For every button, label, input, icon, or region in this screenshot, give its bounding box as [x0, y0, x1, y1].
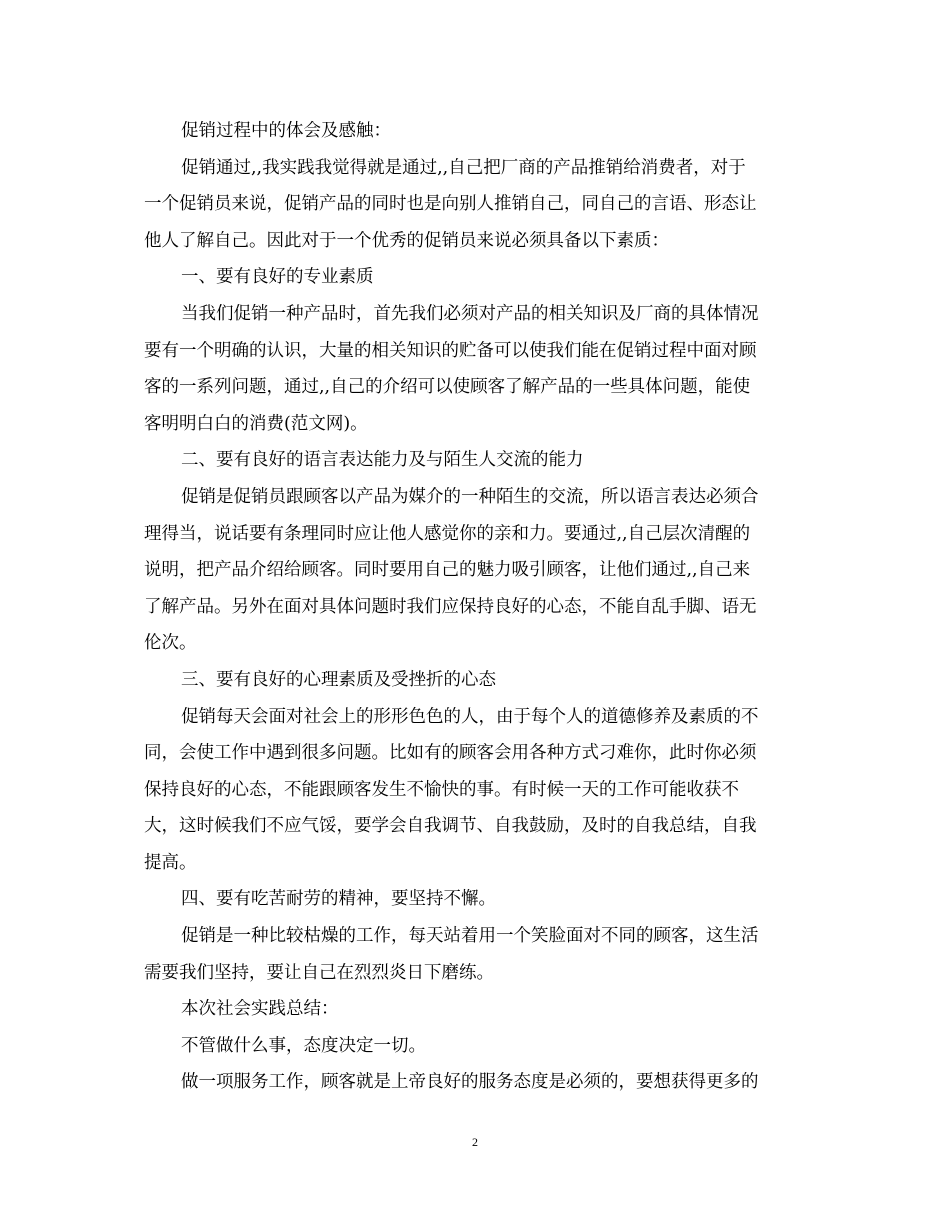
paragraph-line: 促销是一种比较枯燥的工作，每天站着用一个笑脸面对不同的顾客，这生活 — [181, 926, 759, 947]
section-heading: 四、要有吃苦耐劳的精神，要坚持不懈。 — [181, 889, 496, 910]
paragraph-line: 一个促销员来说，促销产品的同时也是向别人推销自己，同自己的言语、形态让 — [144, 194, 757, 215]
section-heading: 三、要有良好的心理素质及受挫折的心态 — [181, 669, 496, 690]
paragraph-line: 要有一个明确的认识，大量的相关知识的贮备可以使我们能在促销过程中面对顾 — [144, 340, 757, 361]
section-heading: 本次社会实践总结： — [181, 999, 339, 1020]
paragraph-line: 促销每天会面对社会上的形形色色的人，由于每个人的道德修养及素质的不 — [181, 706, 759, 727]
paragraph-line: 提高。 — [144, 852, 197, 873]
paragraph-line: 大，这时候我们不应气馁，要学会自我调节、自我鼓励，及时的自我总结，自我 — [144, 816, 757, 837]
paragraph-line: 促销是促销员跟顾客以产品为媒介的一种陌生的交流，所以语言表达必须合 — [181, 486, 759, 507]
paragraph-line: 理得当，说话要有条理同时应让他人感觉你的亲和力。要通过,,自己层次清醒的 — [144, 523, 751, 544]
page-number: 2 — [472, 1135, 478, 1149]
paragraph-line: 了解产品。另外在面对具体问题时我们应保持良好的心态，不能自乱手脚、语无 — [144, 596, 757, 617]
paragraph-line: 当我们促销一种产品时，首先我们必须对产品的相关知识及厂商的具体情况 — [181, 303, 759, 324]
paragraph-line: 客的一系列问题，通过,,自己的介绍可以使顾客了解产品的一些具体问题，能使 — [144, 377, 751, 398]
paragraph-line: 不管做什么事，态度决定一切。 — [181, 1035, 426, 1056]
paragraph-line: 做一项服务工作，顾客就是上帝良好的服务态度是必须的，要想获得更多的 — [181, 1072, 759, 1093]
section-heading: 二、要有良好的语言表达能力及与陌生人交流的能力 — [181, 450, 584, 471]
paragraph-line: 促销过程中的体会及感触： — [181, 121, 391, 141]
document-body — [144, 113, 804, 1101]
paragraph-line: 说明，把产品介绍给顾客。同时要用自己的魅力吸引顾客，让他们通过,,自己来 — [144, 560, 751, 581]
paragraph-line: 同，会使工作中遇到很多问题。比如有的顾客会用各种方式刁难你，此时你必须 — [144, 743, 757, 764]
paragraph-line: 伦次。 — [144, 633, 197, 654]
paragraph-line: 客明明白白的消费(范文网)。 — [144, 413, 368, 434]
section-heading: 一、要有良好的专业素质 — [181, 267, 374, 288]
paragraph-line: 保持良好的心态，不能跟顾客发生不愉快的事。有时候一天的工作可能收获不 — [144, 779, 739, 800]
paragraph-line: 促销通过,,我实践我觉得就是通过,,自己把厂商的产品推销给消费者，对于 — [181, 157, 746, 178]
paragraph-line: 需要我们坚持，要让自己在烈烈炎日下磨练。 — [144, 962, 494, 983]
paragraph-line: 他人了解自己。因此对于一个优秀的促销员来说必须具备以下素质： — [144, 230, 669, 251]
